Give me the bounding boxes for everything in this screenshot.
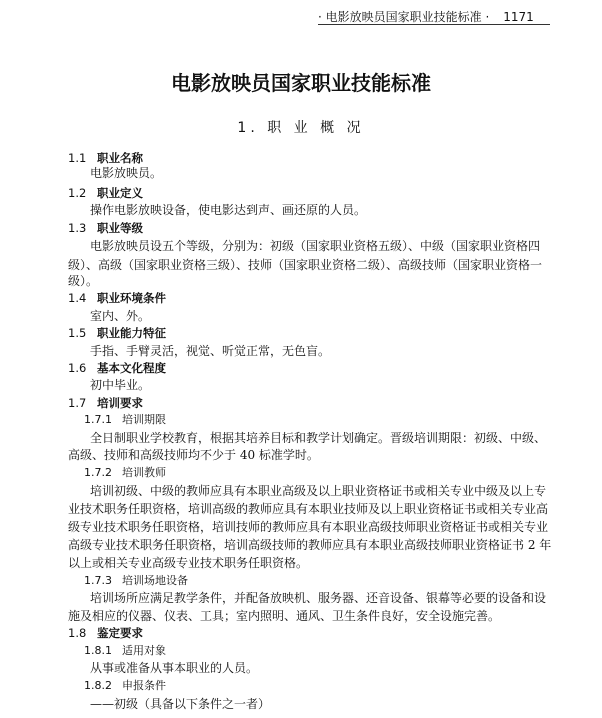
section-number: 1.1 <box>68 151 87 165</box>
running-header <box>318 8 553 25</box>
subsection-heading <box>84 466 166 480</box>
paragraph-line: ——初级（具备以下条件之一者） <box>90 697 271 711</box>
paragraph-line: 从事或准备从事本职业的人员。 <box>90 661 259 675</box>
subsection-heading <box>84 679 166 693</box>
section-label: 培训要求 <box>97 396 143 410</box>
subsection-number: 1.8.2 <box>84 679 112 692</box>
page-number: 1171 <box>503 10 534 24</box>
paragraph-line: 业技术职务任职资格，培训高级的教师应具有本职业技师及以上职业资格证书或相关专业高 <box>68 502 549 516</box>
section-label: 职业定义 <box>97 186 143 200</box>
subsection-label: 申报条件 <box>122 679 166 692</box>
section-heading <box>68 326 166 340</box>
paragraph-line: 初中毕业。 <box>90 378 151 392</box>
paragraph-line: 培训初级、中级的教师应具有本职业高级及以上职业资格证书或相关专业中级及以上专 <box>90 484 547 498</box>
subsection-label: 适用对象 <box>122 644 166 657</box>
paragraph-line: 级）、高级（国家职业资格三级）、技师（国家职业资格二级）、高级技师（国家职业资格一 <box>68 258 543 272</box>
section-label: 职业能力特征 <box>97 326 166 340</box>
subsection-number: 1.8.1 <box>84 644 112 657</box>
section-heading <box>68 186 143 200</box>
section-heading <box>68 361 166 375</box>
subsection-number: 1.7.3 <box>84 574 112 587</box>
subsection-label: 培训期限 <box>122 413 166 426</box>
paragraph-line: 级）。 <box>68 274 99 288</box>
paragraph-line: 高级、技师和高级技师均不少于 40 标准学时。 <box>68 448 319 462</box>
section-number: 1.5 <box>68 326 87 340</box>
paragraph-line: 级专业技术职务任职资格，培训技师的教师应具有本职业高级技师职业资格证书或相关专业 <box>68 520 549 534</box>
subsection-heading <box>84 644 166 658</box>
section-number: 1.6 <box>68 361 87 375</box>
paragraph-line: 培训场所应满足教学条件，并配备放映机、服务器、还音设备、银幕等必要的设备和设 <box>90 591 547 605</box>
section-heading <box>68 151 143 165</box>
paragraph-line: 手指、手臂灵活，视觉、听觉正常，无色盲。 <box>90 344 331 358</box>
subsection-label: 培训教师 <box>122 466 166 479</box>
paragraph-line: 施及相应的仪器、仪表、工具；室内照明、通风、卫生条件良好，安全设施完善。 <box>68 609 501 623</box>
section-number: 1.4 <box>68 291 87 305</box>
section-number: 1.3 <box>68 221 87 235</box>
section-label: 职业环境条件 <box>97 291 166 305</box>
subsection-number: 1.7.2 <box>84 466 112 479</box>
subsection-label: 培训场地设备 <box>122 574 188 587</box>
section-label: 基本文化程度 <box>97 361 166 375</box>
paragraph-line: 室内、外。 <box>90 309 151 323</box>
paragraph-line: 操作电影放映设备，使电影达到声、画还原的人员。 <box>90 203 367 217</box>
paragraph-line: 全日制职业学校教育，根据其培养目标和教学计划确定。晋级培训期限：初级、中级、 <box>90 431 547 445</box>
subsection-heading <box>84 574 188 588</box>
section-heading <box>68 396 143 410</box>
header-rule <box>318 24 550 25</box>
section-heading <box>68 221 143 235</box>
subsection-heading <box>84 413 166 427</box>
section-heading <box>68 291 166 305</box>
section-number: 1.8 <box>68 626 87 640</box>
section-number: 1.2 <box>68 186 87 200</box>
section-label: 职业等级 <box>97 221 143 235</box>
section-title: 1. 职 业 概 况 <box>237 120 365 136</box>
paragraph-line: 高级专业技术职务任职资格，培训高级技师的教师应具有本职业高级技师职业资格证书 2 年 <box>68 538 552 552</box>
section-label: 职业名称 <box>97 151 143 165</box>
paragraph-line: 电影放映员设五个等级，分别为：初级（国家职业资格五级）、中级（国家职业资格四 <box>90 239 541 253</box>
section-number: 1.7 <box>68 396 87 410</box>
section-heading <box>68 626 143 640</box>
paragraph-line: 电影放映员。 <box>90 166 163 180</box>
subsection-number: 1.7.1 <box>84 413 112 426</box>
document-title: 电影放映员国家职业技能标准 <box>171 71 431 95</box>
section-label: 鉴定要求 <box>97 626 143 640</box>
running-header-text: · 电影放映员国家职业技能标准 · <box>318 10 490 24</box>
paragraph-line: 以上或相关专业高级专业技术职务任职资格。 <box>68 556 309 570</box>
